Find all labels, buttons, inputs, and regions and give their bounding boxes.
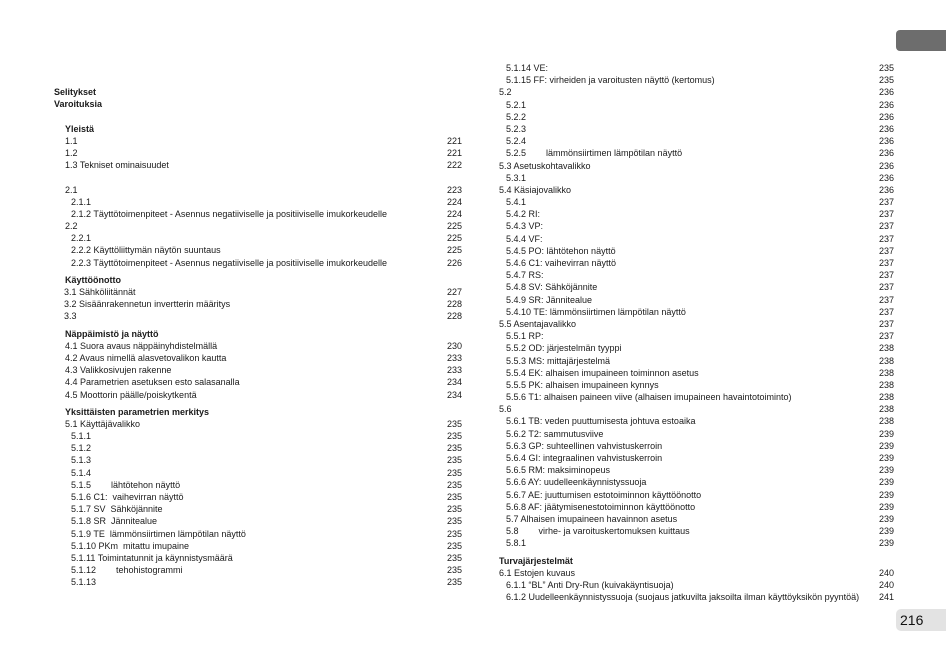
- toc-entry-title: Yleistä: [65, 123, 95, 134]
- toc-entry: [54, 442, 462, 454]
- toc-entry: [499, 342, 894, 354]
- toc-entry: [499, 74, 894, 86]
- toc-entry: [499, 367, 894, 379]
- toc-entry-page: 236: [878, 99, 894, 110]
- toc-entry: [499, 184, 894, 196]
- toc-entry: [499, 220, 894, 232]
- toc-entry-title: Yksittäisten parametrien merkitys: [65, 406, 210, 417]
- toc-entry-page: 235: [446, 504, 462, 515]
- toc-entry-title: 5.1.15 FF: virheiden ja varoitusten näyttö (kertomus): [506, 75, 715, 86]
- toc-entry-page: 237: [878, 233, 894, 244]
- toc-entry-title: 5.5.6 T1: alhaisen paineen viive (alhaisen imupaineen havaintotoiminto): [506, 392, 792, 403]
- toc-entry-title: 5.5.2 OD: järjestelmän tyyppi: [506, 343, 622, 354]
- toc-entry-title: 4.3 Valikkosivujen rakenne: [65, 365, 172, 376]
- toc-entry: [499, 440, 894, 452]
- toc-entry-page: 235: [446, 455, 462, 466]
- toc-heading: [499, 555, 894, 567]
- toc-entry-page: 235: [446, 565, 462, 576]
- toc-entry-page: 237: [878, 282, 894, 293]
- toc-entry-title: 4.4 Parametrien asetuksen esto salasanalla: [65, 377, 240, 388]
- toc-entry: [499, 294, 894, 306]
- toc-heading: [54, 328, 462, 340]
- toc-entry-page: 235: [446, 431, 462, 442]
- toc-entry-page: 235: [446, 443, 462, 454]
- toc-entry: [499, 147, 894, 159]
- toc-entry: [54, 376, 462, 388]
- toc-entry: [54, 208, 462, 220]
- toc-entry: [54, 196, 462, 208]
- toc-entry: [499, 99, 894, 111]
- toc-entry-title: 5.6.4 GI: integraalinen vahvistuskerroin: [506, 453, 663, 463]
- toc-entry: [54, 310, 462, 322]
- toc-entry-page: 236: [878, 136, 894, 147]
- toc-entry: [54, 515, 462, 527]
- toc-entry-title: 5.2.1: [506, 99, 527, 110]
- toc-entry: [499, 428, 894, 440]
- toc-entry-title: Näppäimistö ja näyttö: [65, 328, 159, 339]
- toc-entry-page: 225: [446, 221, 462, 232]
- toc-entry: [54, 389, 462, 401]
- toc-entry-title: 5.5.3 MS: mittajärjestelmä: [506, 355, 611, 366]
- toc-entry-page: 237: [878, 209, 894, 220]
- toc-entry: [54, 340, 462, 352]
- toc-entry: [499, 501, 894, 513]
- toc-entry: [499, 355, 894, 367]
- toc-entry-title: 5.5 Asentajavalikko: [499, 318, 577, 329]
- toc-entry-title: 5.1.9 TE lämmönsiirtimen lämpötilan näyttö: [71, 528, 246, 539]
- toc-entry-title: 5.2.2: [506, 111, 527, 122]
- toc-left-column: [54, 86, 462, 589]
- toc-entry-page: 227: [446, 287, 462, 297]
- toc-entry: [499, 330, 894, 342]
- toc-entry-title: 5.4 Käsiajovalikko: [499, 184, 572, 195]
- toc-entry: [54, 147, 462, 159]
- toc-heading: [54, 98, 462, 110]
- toc-entry-title: 5.4.3 VP:: [506, 221, 544, 232]
- toc-entry: [54, 479, 462, 491]
- toc-entry-title: 1.3 Tekniset ominaisuudet: [65, 160, 169, 171]
- toc-entry-title: 2.2.2 Käyttöliittymän näytön suuntaus: [71, 245, 221, 256]
- toc-entry-title: 5.4.9 SR: Jännitealue: [506, 294, 593, 305]
- toc-entry: [54, 552, 462, 564]
- toc-entry-title: 5.2.5 lämmönsiirtimen lämpötilan näyttö: [506, 148, 683, 159]
- toc-entry-title: 5.1.7 SV Sähköjännite: [71, 504, 163, 515]
- toc-entry-page: 236: [878, 184, 894, 195]
- toc-entry-page: 238: [878, 355, 894, 366]
- toc-entry-page: 239: [878, 538, 894, 549]
- toc-entry-page: 222: [446, 160, 462, 171]
- toc-entry-title: 4.1 Suora avaus näppäinyhdistelmällä: [65, 340, 218, 351]
- toc-entry-page: 228: [446, 311, 462, 322]
- toc-entry-title: 5.4.5 PO: lähtötehon näyttö: [506, 245, 616, 256]
- toc-entry-title: 1.1: [65, 135, 78, 146]
- toc-entry-title: 2.1: [65, 184, 78, 195]
- toc-entry: [54, 503, 462, 515]
- toc-entry-title: 6.1 Estojen kuvaus: [499, 567, 576, 578]
- toc-entry-title: 5.6.2 T2: sammutusviive: [506, 428, 604, 439]
- toc-entry-title: 5.6.5 RM: maksiminopeus: [506, 465, 611, 476]
- toc-entry-page: 235: [878, 63, 894, 73]
- toc-entry-title: 2.2.1: [71, 233, 92, 244]
- toc-entry: [499, 135, 894, 147]
- toc-entry-title: 2.1.2 Täyttötoimenpiteet - Asennus negatiiviselle ja positiiviselle imukorkeudelle: [71, 208, 388, 219]
- toc-entry-page: 239: [878, 453, 894, 463]
- toc-entry-page: 224: [446, 208, 462, 219]
- toc-entry-title: Selitykset: [54, 87, 97, 97]
- toc-entry-page: 223: [446, 184, 462, 195]
- toc-entry: [499, 391, 894, 403]
- toc-entry-title: 5.1.13: [71, 577, 97, 588]
- toc-entry-title: 5.1.5 lähtötehon näyttö: [71, 479, 181, 490]
- toc-entry-title: 5.4.6 C1: vaihevirran näyttö: [506, 258, 617, 268]
- toc-entry-title: 5.3.1: [506, 172, 527, 183]
- toc-entry-page: 221: [446, 135, 462, 146]
- toc-entry: [54, 564, 462, 576]
- toc-entry: [499, 513, 894, 525]
- toc-entry-page: 238: [878, 343, 894, 354]
- toc-entry-page: 236: [878, 172, 894, 183]
- toc-entry: [499, 464, 894, 476]
- toc-entry-page: 237: [878, 331, 894, 342]
- toc-entry-page: 239: [878, 513, 894, 524]
- toc-entry: [499, 579, 894, 591]
- toc-entry-title: 5.6: [499, 404, 512, 415]
- toc-entry-title: 5.1.2: [71, 443, 92, 454]
- toc-entry-page: 236: [878, 123, 894, 134]
- toc-entry-title: 5.1.11 Toimintatunnit ja käynnistysmäärä: [71, 552, 233, 563]
- toc-entry-title: 2.1.1: [71, 196, 92, 207]
- toc-entry-page: 239: [878, 428, 894, 439]
- toc-entry-page: 238: [878, 416, 894, 427]
- toc-entry-title: 5.1.1: [71, 431, 92, 442]
- toc-entry-title: 5.3 Asetuskohtavalikko: [499, 160, 591, 171]
- toc-entry-page: 238: [878, 392, 894, 403]
- toc-entry: [499, 245, 894, 257]
- toc-entry: [499, 403, 894, 415]
- toc-entry-page: 237: [878, 306, 894, 317]
- toc-entry-title: 5.4.2 RI:: [506, 209, 541, 220]
- toc-entry-page: 235: [446, 467, 462, 478]
- toc-entry-page: 240: [878, 567, 894, 578]
- toc-entry-title: 5.1.8 SR Jännitealue: [71, 516, 158, 527]
- toc-entry-title: 5.1.14 VE:: [506, 63, 549, 73]
- toc-entry: [54, 184, 462, 196]
- toc-entry-title: 5.5.5 PK: alhaisen imupaineen kynnys: [506, 379, 659, 390]
- toc-entry: [499, 525, 894, 537]
- toc-entry: [499, 591, 894, 603]
- toc-entry-page: 240: [878, 579, 894, 590]
- toc-heading: [54, 406, 462, 418]
- toc-entry: [54, 491, 462, 503]
- toc-entry-title: 3.3: [64, 311, 77, 322]
- toc-entry: [54, 364, 462, 376]
- toc-entry: [54, 467, 462, 479]
- toc-entry-title: 5.2.3: [506, 123, 527, 134]
- toc-entry-page: 236: [878, 160, 894, 171]
- toc-entry: [499, 306, 894, 318]
- toc-entry: [499, 537, 894, 549]
- toc-entry: [54, 159, 462, 171]
- toc-entry-title: 5.4.10 TE: lämmönsiirtimen lämpötilan näyttö: [506, 306, 686, 317]
- toc-entry-title: 5.1.6 C1: vaihevirran näyttö: [71, 492, 184, 502]
- toc-entry-page: 237: [878, 221, 894, 232]
- toc-entry-page: 233: [446, 352, 462, 363]
- toc-entry-page: 235: [446, 577, 462, 588]
- toc-entry-title: 5.6.8 AF: jäätymisenestotoiminnon käyttöönotto: [506, 501, 696, 512]
- toc-entry-page: 237: [878, 270, 894, 281]
- toc-entry-page: 230: [446, 340, 462, 351]
- toc-entry-page: 235: [446, 528, 462, 539]
- toc-entry-title: 5.1.3: [71, 455, 92, 466]
- toc-entry-page: 237: [878, 258, 894, 268]
- toc-entry-page: 235: [446, 418, 462, 429]
- toc-heading: [54, 274, 462, 286]
- toc-spacer: [54, 171, 462, 183]
- toc-entry-page: 236: [878, 148, 894, 159]
- toc-entry: [499, 111, 894, 123]
- toc-entry-title: Varoituksia: [54, 99, 103, 110]
- toc-entry: [499, 567, 894, 579]
- toc-entry: [499, 233, 894, 245]
- toc-entry: [499, 86, 894, 98]
- toc-entry: [499, 160, 894, 172]
- toc-entry: [54, 430, 462, 442]
- toc-entry-title: 5.4.1: [506, 197, 527, 208]
- toc-entry: [499, 452, 894, 464]
- toc-entry-page: 236: [878, 111, 894, 122]
- toc-entry-title: 5.4.8 SV: Sähköjännite: [506, 282, 598, 293]
- toc-entry-title: 5.1.10 PKm mitattu imupaine: [71, 540, 190, 551]
- toc-entry-page: 237: [878, 294, 894, 305]
- toc-entry-page: 239: [878, 526, 894, 537]
- toc-entry-title: 2.2: [65, 221, 78, 232]
- toc-entry-page: 225: [446, 233, 462, 244]
- toc-entry: [54, 135, 462, 147]
- toc-entry-page: 239: [878, 440, 894, 451]
- toc-entry-page: 235: [878, 75, 894, 86]
- toc-entry-page: 239: [878, 477, 894, 488]
- toc-entry: [54, 232, 462, 244]
- toc-entry-title: 5.8.1: [506, 538, 527, 549]
- toc-entry: [499, 476, 894, 488]
- toc-entry: [499, 257, 894, 269]
- toc-entry-page: 235: [446, 492, 462, 502]
- toc-entry: [54, 454, 462, 466]
- toc-entry-title: 3.1 Sähköliitännät: [64, 287, 136, 297]
- toc-entry-page: 234: [446, 377, 462, 388]
- toc-heading: [54, 123, 462, 135]
- toc-entry: [54, 257, 462, 269]
- toc-entry: [499, 269, 894, 281]
- toc-entry: [499, 281, 894, 293]
- toc-entry-title: Turvajärjestelmät: [499, 555, 573, 566]
- toc-heading: [54, 86, 462, 98]
- toc-entry-title: 5.4.7 RS:: [506, 270, 544, 281]
- toc-entry-title: 6.1.2 Uudelleenkäynnistyssuoja (suojaus jatkuvilta jaksoilta ilman käyttöyksikön pyyntöä): [506, 592, 860, 603]
- toc-entry-page: 239: [878, 489, 894, 500]
- toc-entry-page: 235: [446, 479, 462, 490]
- toc-entry-title: 5.2.4: [506, 136, 527, 147]
- toc-entry-title: 5.6.3 GP: suhteellinen vahvistuskerroin: [506, 440, 663, 451]
- toc-entry-title: 1.2: [65, 147, 78, 158]
- toc-entry: [499, 62, 894, 74]
- toc-entry: [54, 540, 462, 552]
- toc-entry-title: 5.2: [499, 87, 512, 98]
- toc-entry-page: 238: [878, 404, 894, 415]
- toc-entry: [54, 418, 462, 430]
- toc-entry-page: 238: [878, 379, 894, 390]
- toc-entry-title: 5.1 Käyttäjävalikko: [65, 418, 141, 429]
- toc-entry-title: 3.2 Sisäänrakennetun invertterin määritys: [64, 299, 231, 310]
- toc-entry: [54, 528, 462, 540]
- toc-entry-title: 2.2.3 Täyttötoimenpiteet - Asennus negatiiviselle ja positiiviselle imukorkeudelle: [71, 257, 388, 268]
- toc-entry: [499, 379, 894, 391]
- toc-entry-page: 235: [446, 552, 462, 563]
- toc-entry-page: 241: [878, 592, 894, 603]
- toc-entry-page: 235: [446, 516, 462, 527]
- toc-entry: [54, 352, 462, 364]
- toc-entry: [499, 123, 894, 135]
- toc-entry-page: 224: [446, 196, 462, 207]
- toc-entry-title: 5.7 Alhaisen imupaineen havainnon asetus: [506, 513, 678, 524]
- toc-entry-page: 225: [446, 245, 462, 256]
- toc-entry: [499, 208, 894, 220]
- toc-entry-title: 5.1.4: [71, 467, 92, 478]
- chapter-tab: [896, 30, 946, 51]
- toc-entry-title: 5.6.1 TB: veden puuttumisesta johtuva estoaika: [506, 416, 696, 427]
- toc-entry-page: 237: [878, 197, 894, 208]
- toc-entry-page: 228: [446, 299, 462, 310]
- toc-entry: [499, 415, 894, 427]
- toc-entry: [54, 576, 462, 588]
- toc-spacer: [54, 110, 462, 122]
- toc-entry: [54, 298, 462, 310]
- toc-entry: [54, 286, 462, 298]
- toc-entry-title: 5.4.4 VF:: [506, 233, 543, 244]
- toc-entry-page: 239: [878, 501, 894, 512]
- toc-entry-title: Käyttöönotto: [65, 274, 121, 285]
- toc-entry-page: 233: [446, 365, 462, 376]
- toc-entry-title: 4.2 Avaus nimellä alasvetovalikon kautta: [65, 352, 227, 363]
- toc-entry-page: 221: [446, 147, 462, 158]
- toc-entry-page: 236: [878, 87, 894, 98]
- page-number: 216: [896, 609, 946, 631]
- toc-entry-title: 4.5 Moottorin päälle/poiskytkentä: [65, 389, 197, 400]
- toc-entry-page: 235: [446, 540, 462, 551]
- toc-entry: [499, 318, 894, 330]
- toc-entry-page: 238: [878, 367, 894, 378]
- toc-entry-page: 239: [878, 465, 894, 476]
- toc-entry-title: 5.5.4 EK: alhaisen imupaineen toiminnon asetus: [506, 367, 699, 378]
- toc-entry: [499, 196, 894, 208]
- toc-right-column: [499, 62, 894, 603]
- toc-entry-title: 6.1.1 “BL” Anti Dry-Run (kuivakäyntisuoja): [506, 579, 674, 590]
- toc-entry: [54, 220, 462, 232]
- toc-entry-title: 5.6.7 AE: juuttumisen estotoiminnon käyttöönotto: [506, 489, 702, 500]
- toc-entry-page: 234: [446, 389, 462, 400]
- toc-entry-page: 226: [446, 257, 462, 268]
- toc-entry-title: 5.6.6 AY: uudelleenkäynnistyssuoja: [506, 477, 647, 488]
- toc-entry-page: 237: [878, 245, 894, 256]
- toc-entry-title: 5.1.12 tehohistogrammi: [71, 565, 183, 576]
- toc-entry-title: 5.5.1 RP:: [506, 331, 544, 342]
- toc-entry: [499, 489, 894, 501]
- toc-entry-title: 5.8 virhe- ja varoituskertomuksen kuittaus: [506, 526, 690, 537]
- toc-entry: [499, 172, 894, 184]
- toc-entry: [54, 244, 462, 256]
- toc-entry-page: 237: [878, 318, 894, 329]
